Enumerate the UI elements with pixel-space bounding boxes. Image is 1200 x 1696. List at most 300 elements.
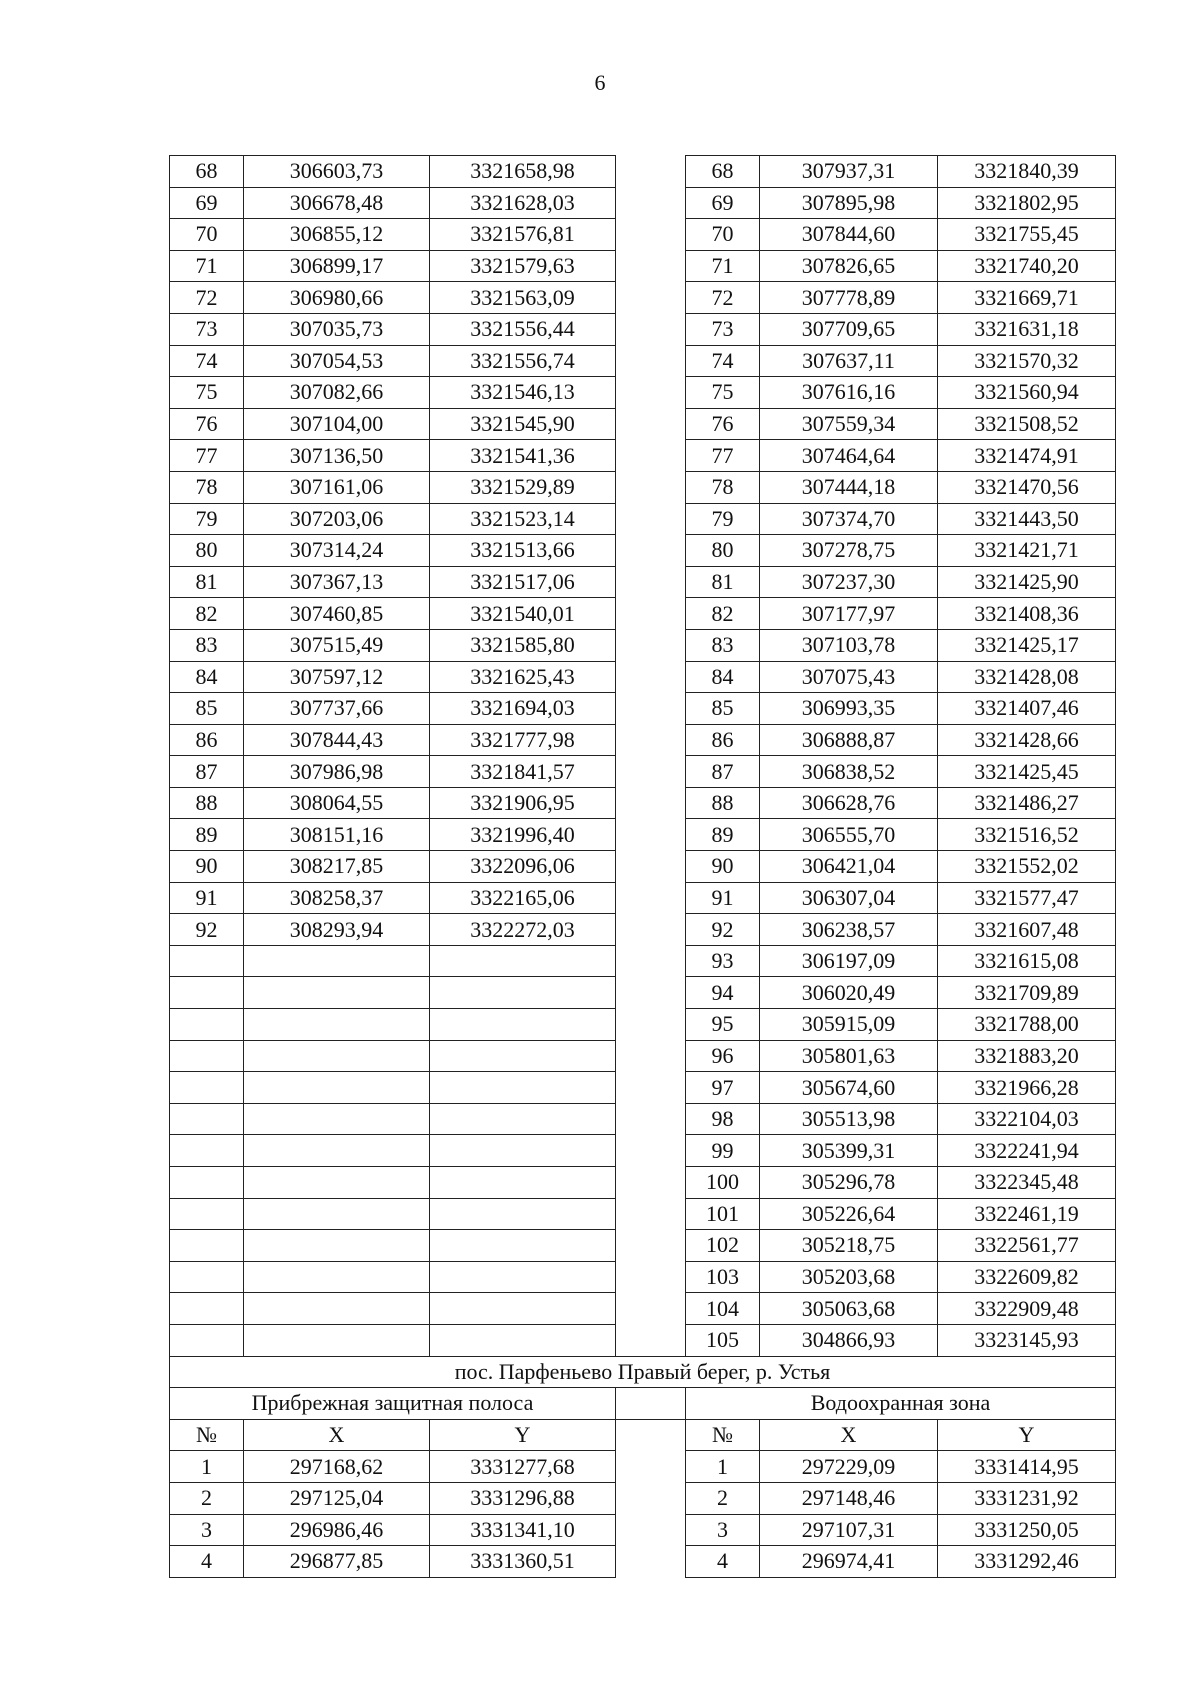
right-x-cell: 306838,52: [760, 756, 938, 788]
left-x-cell: 306899,17: [244, 250, 430, 282]
right-x-cell: 305915,09: [760, 1009, 938, 1041]
gap-cell: [616, 914, 686, 946]
gap-cell: [616, 1419, 686, 1451]
right-y-cell: 3322345,48: [938, 1167, 1116, 1199]
gap-cell: [616, 1135, 686, 1167]
right-y-cell: 3321740,20: [938, 250, 1116, 282]
left-number-cell: 88: [170, 787, 244, 819]
table-row: [170, 250, 1116, 282]
right-x-cell: 306020,49: [760, 977, 938, 1009]
left-x-cell: 306603,73: [244, 156, 430, 188]
right-y-cell: 3321788,00: [938, 1009, 1116, 1041]
left-number-cell: 76: [170, 408, 244, 440]
page-number: 6: [594, 70, 606, 95]
right-y-cell: 3321428,08: [938, 661, 1116, 693]
left-number-cell: 71: [170, 250, 244, 282]
right-y-cell: 3323145,93: [938, 1324, 1116, 1356]
left-x-cell: [244, 1198, 430, 1230]
table-row: [170, 756, 1116, 788]
right-number-cell: 96: [686, 1040, 760, 1072]
left-x-cell: 306678,48: [244, 187, 430, 219]
left-number-cell: 81: [170, 566, 244, 598]
left-y-cell: 3321556,44: [430, 313, 616, 345]
right-y-cell: 3321552,02: [938, 851, 1116, 883]
left-y-cell: 3321546,13: [430, 377, 616, 409]
col-header-x: X: [244, 1419, 430, 1451]
left-number-cell: 1: [170, 1451, 244, 1483]
right-number-cell: 98: [686, 1103, 760, 1135]
col-header-x: X: [760, 1419, 938, 1451]
left-x-cell: [244, 1230, 430, 1262]
right-x-cell: 307559,34: [760, 408, 938, 440]
left-x-cell: [244, 1072, 430, 1104]
right-x-cell: 305296,78: [760, 1167, 938, 1199]
gap-cell: [616, 345, 686, 377]
right-x-cell: 306238,57: [760, 914, 938, 946]
left-y-cell: 3321529,89: [430, 471, 616, 503]
table-row: [170, 408, 1116, 440]
left-number-cell: 85: [170, 693, 244, 725]
table-row: [170, 1293, 1116, 1325]
right-x-cell: 306628,76: [760, 787, 938, 819]
right-number-cell: 68: [686, 156, 760, 188]
left-number-cell: 90: [170, 851, 244, 883]
left-y-cell: 3321540,01: [430, 598, 616, 630]
section-rows: [170, 1451, 1116, 1577]
table-row: [170, 503, 1116, 535]
left-number-cell: 89: [170, 819, 244, 851]
col-header-y: Y: [430, 1419, 616, 1451]
right-y-cell: 3321802,95: [938, 187, 1116, 219]
right-number-cell: 83: [686, 629, 760, 661]
right-y-cell: 3321669,71: [938, 282, 1116, 314]
table-row: [170, 1546, 1116, 1578]
table-row: [170, 598, 1116, 630]
right-number-cell: 74: [686, 345, 760, 377]
left-heading: Прибрежная защитная полоса: [170, 1388, 616, 1420]
right-number-cell: 73: [686, 313, 760, 345]
right-x-cell: 307237,30: [760, 566, 938, 598]
coordinates-table: [169, 155, 1116, 1578]
right-x-cell: 305226,64: [760, 1198, 938, 1230]
right-x-cell: 306888,87: [760, 724, 938, 756]
gap-cell: [616, 977, 686, 1009]
left-y-cell: 3321513,66: [430, 535, 616, 567]
left-x-cell: 307136,50: [244, 440, 430, 472]
right-y-cell: 3322609,82: [938, 1261, 1116, 1293]
right-x-cell: 305399,31: [760, 1135, 938, 1167]
table-row: [170, 1103, 1116, 1135]
left-number-cell: 75: [170, 377, 244, 409]
left-y-cell: 3321523,14: [430, 503, 616, 535]
left-y-cell: [430, 1009, 616, 1041]
right-y-cell: 3321577,47: [938, 882, 1116, 914]
col-header-y: Y: [938, 1419, 1116, 1451]
right-number-cell: 80: [686, 535, 760, 567]
right-number-cell: 72: [686, 282, 760, 314]
left-x-cell: 308064,55: [244, 787, 430, 819]
table-row: [170, 1324, 1116, 1356]
gap-cell: [616, 787, 686, 819]
right-y-cell: 3331292,46: [938, 1546, 1116, 1578]
right-y-cell: 3322104,03: [938, 1103, 1116, 1135]
left-x-cell: 297125,04: [244, 1482, 430, 1514]
right-y-cell: 3321709,89: [938, 977, 1116, 1009]
right-x-cell: 306421,04: [760, 851, 938, 883]
right-number-cell: 105: [686, 1324, 760, 1356]
right-y-cell: 3322561,77: [938, 1230, 1116, 1262]
gap-cell: [616, 661, 686, 693]
left-number-cell: 79: [170, 503, 244, 535]
left-number-cell: [170, 977, 244, 1009]
right-x-cell: 306307,04: [760, 882, 938, 914]
left-x-cell: 306980,66: [244, 282, 430, 314]
right-y-cell: 3321408,36: [938, 598, 1116, 630]
right-number-cell: 100: [686, 1167, 760, 1199]
gap-cell: [616, 440, 686, 472]
left-number-cell: 82: [170, 598, 244, 630]
section-title: пос. Парфеньево Правый берег, р. Устья: [170, 1356, 1116, 1388]
right-x-cell: 307444,18: [760, 471, 938, 503]
right-x-cell: 307177,97: [760, 598, 938, 630]
gap-cell: [616, 408, 686, 440]
left-x-cell: 308293,94: [244, 914, 430, 946]
left-number-cell: 87: [170, 756, 244, 788]
left-y-cell: [430, 1230, 616, 1262]
table-row: [170, 1135, 1116, 1167]
right-x-cell: 305513,98: [760, 1103, 938, 1135]
table-row: [170, 977, 1116, 1009]
gap-cell: [616, 1388, 686, 1420]
right-number-cell: 86: [686, 724, 760, 756]
gap-cell: [616, 1324, 686, 1356]
section-header: [170, 1356, 1116, 1451]
left-y-cell: [430, 945, 616, 977]
table-row: [170, 1451, 1116, 1483]
left-y-cell: 3321556,74: [430, 345, 616, 377]
gap-cell: [616, 1261, 686, 1293]
right-x-cell: 304866,93: [760, 1324, 938, 1356]
right-heading: Водоохранная зона: [686, 1388, 1116, 1420]
right-number-cell: 70: [686, 219, 760, 251]
right-number-cell: 1: [686, 1451, 760, 1483]
right-x-cell: 307616,16: [760, 377, 938, 409]
left-x-cell: 307161,06: [244, 471, 430, 503]
right-x-cell: 297229,09: [760, 1451, 938, 1483]
gap-cell: [616, 1514, 686, 1546]
left-y-cell: 3321628,03: [430, 187, 616, 219]
right-number-cell: 90: [686, 851, 760, 883]
table-row: [170, 787, 1116, 819]
left-y-cell: 3321585,80: [430, 629, 616, 661]
right-y-cell: 3321615,08: [938, 945, 1116, 977]
right-y-cell: 3321516,52: [938, 819, 1116, 851]
right-x-cell: 306555,70: [760, 819, 938, 851]
right-x-cell: 305801,63: [760, 1040, 938, 1072]
left-number-cell: 3: [170, 1514, 244, 1546]
table-row: [170, 377, 1116, 409]
left-y-cell: [430, 1040, 616, 1072]
gap-cell: [616, 1451, 686, 1483]
gap-cell: [616, 1040, 686, 1072]
left-x-cell: 308151,16: [244, 819, 430, 851]
right-number-cell: 102: [686, 1230, 760, 1262]
right-y-cell: 3321407,46: [938, 693, 1116, 725]
gap-cell: [616, 535, 686, 567]
right-y-cell: 3321966,28: [938, 1072, 1116, 1104]
left-x-cell: 307104,00: [244, 408, 430, 440]
left-x-cell: [244, 1103, 430, 1135]
left-number-cell: 72: [170, 282, 244, 314]
left-y-cell: 3321841,57: [430, 756, 616, 788]
gap-cell: [616, 724, 686, 756]
gap-cell: [616, 1167, 686, 1199]
left-y-cell: 3322096,06: [430, 851, 616, 883]
left-x-cell: [244, 1040, 430, 1072]
right-number-cell: 77: [686, 440, 760, 472]
left-number-cell: 69: [170, 187, 244, 219]
right-y-cell: 3321425,45: [938, 756, 1116, 788]
table-row: [170, 1482, 1116, 1514]
gap-cell: [616, 471, 686, 503]
right-number-cell: 87: [686, 756, 760, 788]
left-number-cell: 74: [170, 345, 244, 377]
left-x-cell: [244, 977, 430, 1009]
gap-cell: [616, 1009, 686, 1041]
left-number-cell: [170, 1072, 244, 1104]
right-y-cell: 3321486,27: [938, 787, 1116, 819]
left-y-cell: [430, 977, 616, 1009]
right-y-cell: 3322909,48: [938, 1293, 1116, 1325]
left-x-cell: 307597,12: [244, 661, 430, 693]
left-number-cell: 77: [170, 440, 244, 472]
right-number-cell: 82: [686, 598, 760, 630]
right-x-cell: 307278,75: [760, 535, 938, 567]
gap-cell: [616, 503, 686, 535]
table-row: [170, 282, 1116, 314]
gap-cell: [616, 819, 686, 851]
table-row: [170, 882, 1116, 914]
right-number-cell: 78: [686, 471, 760, 503]
left-number-cell: 83: [170, 629, 244, 661]
left-y-cell: 3321576,81: [430, 219, 616, 251]
left-number-cell: 84: [170, 661, 244, 693]
gap-cell: [616, 1198, 686, 1230]
right-y-cell: 3321508,52: [938, 408, 1116, 440]
left-y-cell: 3321545,90: [430, 408, 616, 440]
left-y-cell: 3321996,40: [430, 819, 616, 851]
right-number-cell: 94: [686, 977, 760, 1009]
table-row: [170, 471, 1116, 503]
table-row: [170, 1009, 1116, 1041]
left-y-cell: 3331341,10: [430, 1514, 616, 1546]
right-y-cell: 3321840,39: [938, 156, 1116, 188]
left-y-cell: [430, 1324, 616, 1356]
table-row: [170, 1261, 1116, 1293]
left-x-cell: 307082,66: [244, 377, 430, 409]
left-x-cell: 307054,53: [244, 345, 430, 377]
right-x-cell: 307895,98: [760, 187, 938, 219]
right-number-cell: 104: [686, 1293, 760, 1325]
right-y-cell: 3321470,56: [938, 471, 1116, 503]
table-row: [170, 313, 1116, 345]
left-x-cell: 296986,46: [244, 1514, 430, 1546]
right-number-cell: 89: [686, 819, 760, 851]
left-y-cell: [430, 1261, 616, 1293]
right-number-cell: 97: [686, 1072, 760, 1104]
left-number-cell: [170, 1198, 244, 1230]
left-x-cell: [244, 1324, 430, 1356]
right-x-cell: 307778,89: [760, 282, 938, 314]
gap-cell: [616, 1546, 686, 1578]
right-y-cell: 3321425,90: [938, 566, 1116, 598]
left-y-cell: 3331296,88: [430, 1482, 616, 1514]
right-number-cell: 93: [686, 945, 760, 977]
left-number-cell: 92: [170, 914, 244, 946]
gap-cell: [616, 851, 686, 883]
table-row: [170, 851, 1116, 883]
right-x-cell: 306197,09: [760, 945, 938, 977]
left-number-cell: [170, 945, 244, 977]
table-row: [170, 819, 1116, 851]
left-number-cell: 86: [170, 724, 244, 756]
gap-cell: [616, 945, 686, 977]
right-number-cell: 95: [686, 1009, 760, 1041]
right-x-cell: 307844,60: [760, 219, 938, 251]
right-x-cell: 307075,43: [760, 661, 938, 693]
right-y-cell: 3321570,32: [938, 345, 1116, 377]
left-x-cell: 307515,49: [244, 629, 430, 661]
right-x-cell: 305218,75: [760, 1230, 938, 1262]
right-y-cell: 3321883,20: [938, 1040, 1116, 1072]
right-y-cell: 3331231,92: [938, 1482, 1116, 1514]
table-row: [170, 535, 1116, 567]
col-header-number: №: [686, 1419, 760, 1451]
right-x-cell: 307637,11: [760, 345, 938, 377]
left-x-cell: [244, 1009, 430, 1041]
left-y-cell: 3321777,98: [430, 724, 616, 756]
gap-cell: [616, 693, 686, 725]
left-y-cell: [430, 1167, 616, 1199]
left-x-cell: [244, 1293, 430, 1325]
table-row: [170, 661, 1116, 693]
left-x-cell: 297168,62: [244, 1451, 430, 1483]
right-number-cell: 101: [686, 1198, 760, 1230]
gap-cell: [616, 219, 686, 251]
right-x-cell: 307464,64: [760, 440, 938, 472]
right-number-cell: 69: [686, 187, 760, 219]
left-number-cell: 68: [170, 156, 244, 188]
right-y-cell: 3321425,17: [938, 629, 1116, 661]
left-y-cell: 3321579,63: [430, 250, 616, 282]
left-y-cell: 3322165,06: [430, 882, 616, 914]
table-row: [170, 440, 1116, 472]
left-y-cell: [430, 1293, 616, 1325]
left-x-cell: [244, 1167, 430, 1199]
gap-cell: [616, 882, 686, 914]
left-x-cell: 307367,13: [244, 566, 430, 598]
right-number-cell: 81: [686, 566, 760, 598]
right-number-cell: 75: [686, 377, 760, 409]
left-y-cell: 3321517,06: [430, 566, 616, 598]
left-number-cell: [170, 1135, 244, 1167]
gap-cell: [616, 282, 686, 314]
right-number-cell: 88: [686, 787, 760, 819]
left-number-cell: [170, 1230, 244, 1262]
right-number-cell: 84: [686, 661, 760, 693]
gap-cell: [616, 598, 686, 630]
right-x-cell: 306993,35: [760, 693, 938, 725]
right-x-cell: 296974,41: [760, 1546, 938, 1578]
right-y-cell: 3321421,71: [938, 535, 1116, 567]
right-number-cell: 2: [686, 1482, 760, 1514]
right-number-cell: 79: [686, 503, 760, 535]
right-number-cell: 85: [686, 693, 760, 725]
left-number-cell: 73: [170, 313, 244, 345]
left-y-cell: 3331360,51: [430, 1546, 616, 1578]
right-number-cell: 103: [686, 1261, 760, 1293]
gap-cell: [616, 250, 686, 282]
right-y-cell: 3321428,66: [938, 724, 1116, 756]
left-number-cell: 70: [170, 219, 244, 251]
right-y-cell: 3321607,48: [938, 914, 1116, 946]
right-number-cell: 4: [686, 1546, 760, 1578]
left-number-cell: 91: [170, 882, 244, 914]
left-x-cell: 308217,85: [244, 851, 430, 883]
left-y-cell: [430, 1135, 616, 1167]
left-x-cell: 307460,85: [244, 598, 430, 630]
table-row: [170, 1040, 1116, 1072]
table-row: [170, 693, 1116, 725]
right-x-cell: 307103,78: [760, 629, 938, 661]
left-y-cell: 3321694,03: [430, 693, 616, 725]
table-row: [170, 914, 1116, 946]
right-x-cell: 307826,65: [760, 250, 938, 282]
left-number-cell: [170, 1103, 244, 1135]
right-y-cell: 3322461,19: [938, 1198, 1116, 1230]
table-row: [170, 724, 1116, 756]
left-x-cell: 307986,98: [244, 756, 430, 788]
right-x-cell: 307709,65: [760, 313, 938, 345]
gap-cell: [616, 313, 686, 345]
table-row: [170, 156, 1116, 188]
left-x-cell: [244, 1135, 430, 1167]
table-row: [170, 187, 1116, 219]
gap-cell: [616, 1230, 686, 1262]
left-x-cell: 307737,66: [244, 693, 430, 725]
right-number-cell: 76: [686, 408, 760, 440]
left-number-cell: 78: [170, 471, 244, 503]
right-number-cell: 92: [686, 914, 760, 946]
right-x-cell: 297107,31: [760, 1514, 938, 1546]
right-y-cell: 3331414,95: [938, 1451, 1116, 1483]
left-y-cell: 3321906,95: [430, 787, 616, 819]
right-y-cell: 3321443,50: [938, 503, 1116, 535]
left-x-cell: 296877,85: [244, 1546, 430, 1578]
left-x-cell: 307035,73: [244, 313, 430, 345]
table-row: [170, 1167, 1116, 1199]
gap-cell: [616, 1103, 686, 1135]
left-number-cell: 80: [170, 535, 244, 567]
table-row: [170, 1072, 1116, 1104]
left-y-cell: 3321563,09: [430, 282, 616, 314]
right-number-cell: 71: [686, 250, 760, 282]
right-x-cell: 305063,68: [760, 1293, 938, 1325]
left-y-cell: [430, 1198, 616, 1230]
left-x-cell: [244, 945, 430, 977]
left-number-cell: 2: [170, 1482, 244, 1514]
right-number-cell: 99: [686, 1135, 760, 1167]
